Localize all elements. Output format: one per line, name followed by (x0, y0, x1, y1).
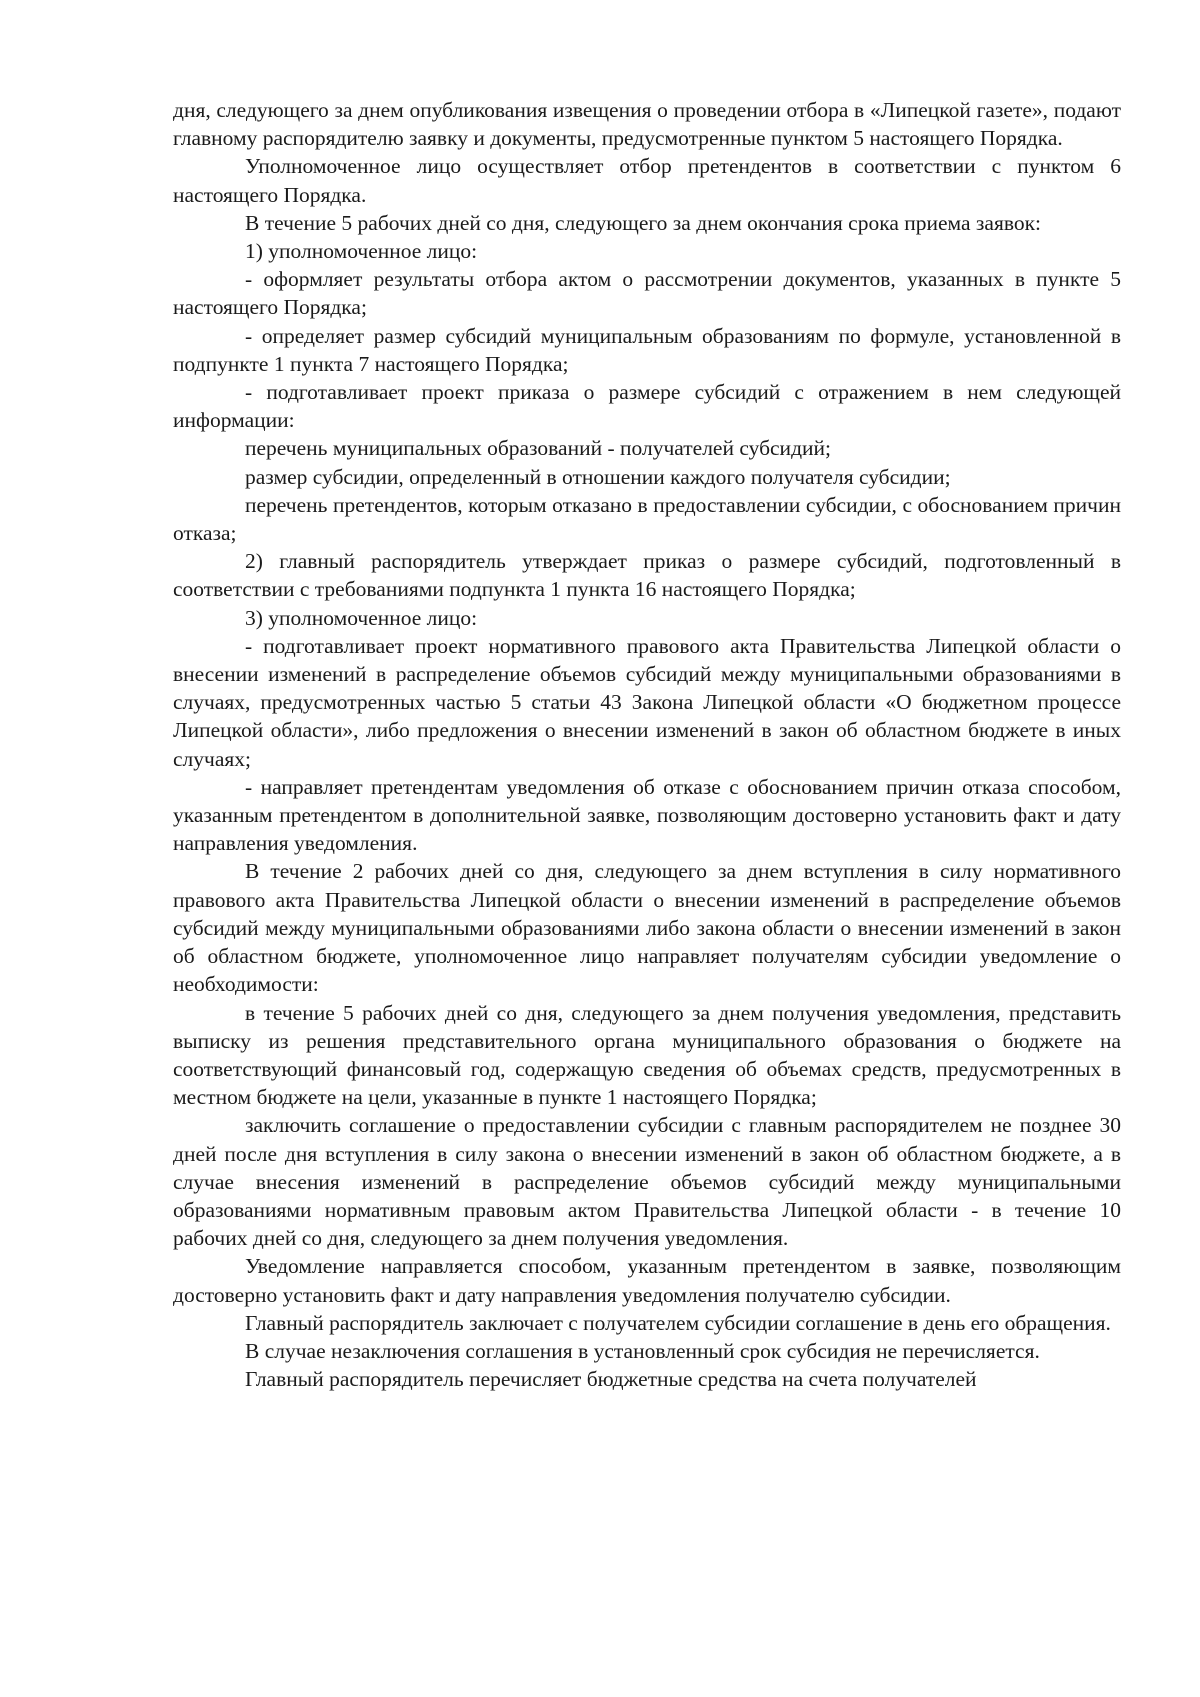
paragraph-1: дня, следующего за днем опубликования извещения о проведении отбора в «Липецкой газете», подают главному распорядителю заявку и документы, предусмотренные пунктом 5 настоящего Порядка. (173, 98, 1121, 151)
paragraph-10: перечень претендентов, которым отказано в предоставлении субсидии, с обоснованием причин отказа; (173, 492, 1121, 546)
paragraph-7: - подготавливает проект приказа о размере субсидий с отражением в нем следующей информации: (173, 380, 1121, 433)
paragraph-15: В течение 2 рабочих дней со дня, следующего за днем вступления в силу нормативного правового акта Правительства Липецкой области о внесении изменений в распределение объемов субсидий между муниципальными образованиями либо закона области о внесении изменений в закон об областном бюджете, уполномоченное лицо направляет получателям субсидии уведомление о необходимости: (173, 859, 1121, 997)
paragraph-13: - подготавливает проект нормативного правового акта Правительства Липецкой области о внесении изменений в распределение объемов субсидий между муниципальными образованиями в случаях, предусмотренных частью 5 статьи 43 Закона Липецкой области «О бюджетном процессе Липецкой области», либо предложения о внесении изменений в закон об областном бюджете в иных случаях; (173, 633, 1121, 771)
paragraph-12: 3) уполномоченное лицо: (245, 605, 478, 630)
paragraph-2: Уполномоченное лицо осуществляет отбор претендентов в соответствии с пунктом 6 настоящего Порядка. (173, 154, 1121, 207)
paragraph-5: - оформляет результаты отбора актом о рассмотрении документов, указанных в пункте 5 настоящего Порядка; (173, 267, 1121, 320)
paragraph-3: В течение 5 рабочих дней со дня, следующего за днем окончания срока приема заявок: (245, 210, 1042, 235)
paragraph-6: - определяет размер субсидий муниципальным образованиям по формуле, установленной в подпункте 1 пункта 7 настоящего Порядка; (173, 323, 1121, 376)
paragraph-8: перечень муниципальных образований - получателей субсидий; (245, 436, 831, 461)
paragraph-17: заключить соглашение о предоставлении субсидии с главным распорядителем не позднее 30 дней после дня вступления в силу закона о внесении изменений в закон об областном бюджете, а в случае внесения изменений в распределение объемов субсидий между муниципальными образованиями нормативным правовым актом Правительства Липецкой области - в течение 10 рабочих дней со дня, следующего за днем получения уведомления. (173, 1113, 1121, 1251)
paragraph-16: в течение 5 рабочих дней со дня, следующего за днем получения уведомления, представить выписку из решения представительного органа муниципального образования о бюджете на соответствующий финансовый год, содержащую сведения об объемах средств, предусмотренных в местном бюджете на цели, указанные в пункте 1 настоящего Порядка; (173, 1000, 1121, 1110)
paragraph-19: Главный распорядитель заключает с получателем субсидии соглашение в день его обращения. (245, 1310, 1111, 1335)
document-page (173, 96, 1121, 1393)
paragraph-21: Главный распорядитель перечисляет бюджетные средства на счета получателей (245, 1367, 977, 1392)
paragraph-18: Уведомление направляется способом, указанным претендентом в заявке, позволяющим достоверно установить факт и дату направления уведомления получателю субсидии. (173, 1254, 1121, 1307)
paragraph-20: В случае незаключения соглашения в установленный срок субсидия не перечисляется. (245, 1338, 1040, 1363)
paragraph-11: 2) главный распорядитель утверждает приказ о размере субсидий, подготовленный в соответствии с требованиями подпункта 1 пункта 16 настоящего Порядка; (173, 549, 1121, 602)
paragraph-9: размер субсидии, определенный в отношении каждого получателя субсидии; (245, 464, 951, 489)
paragraph-4: 1) уполномоченное лицо: (245, 239, 478, 264)
paragraph-14: - направляет претендентам уведомления об отказе с обоснованием причин отказа способом, указанным претендентом в дополнительной заявке, позволяющим достоверно установить факт и дату направления уведомления. (173, 774, 1121, 856)
